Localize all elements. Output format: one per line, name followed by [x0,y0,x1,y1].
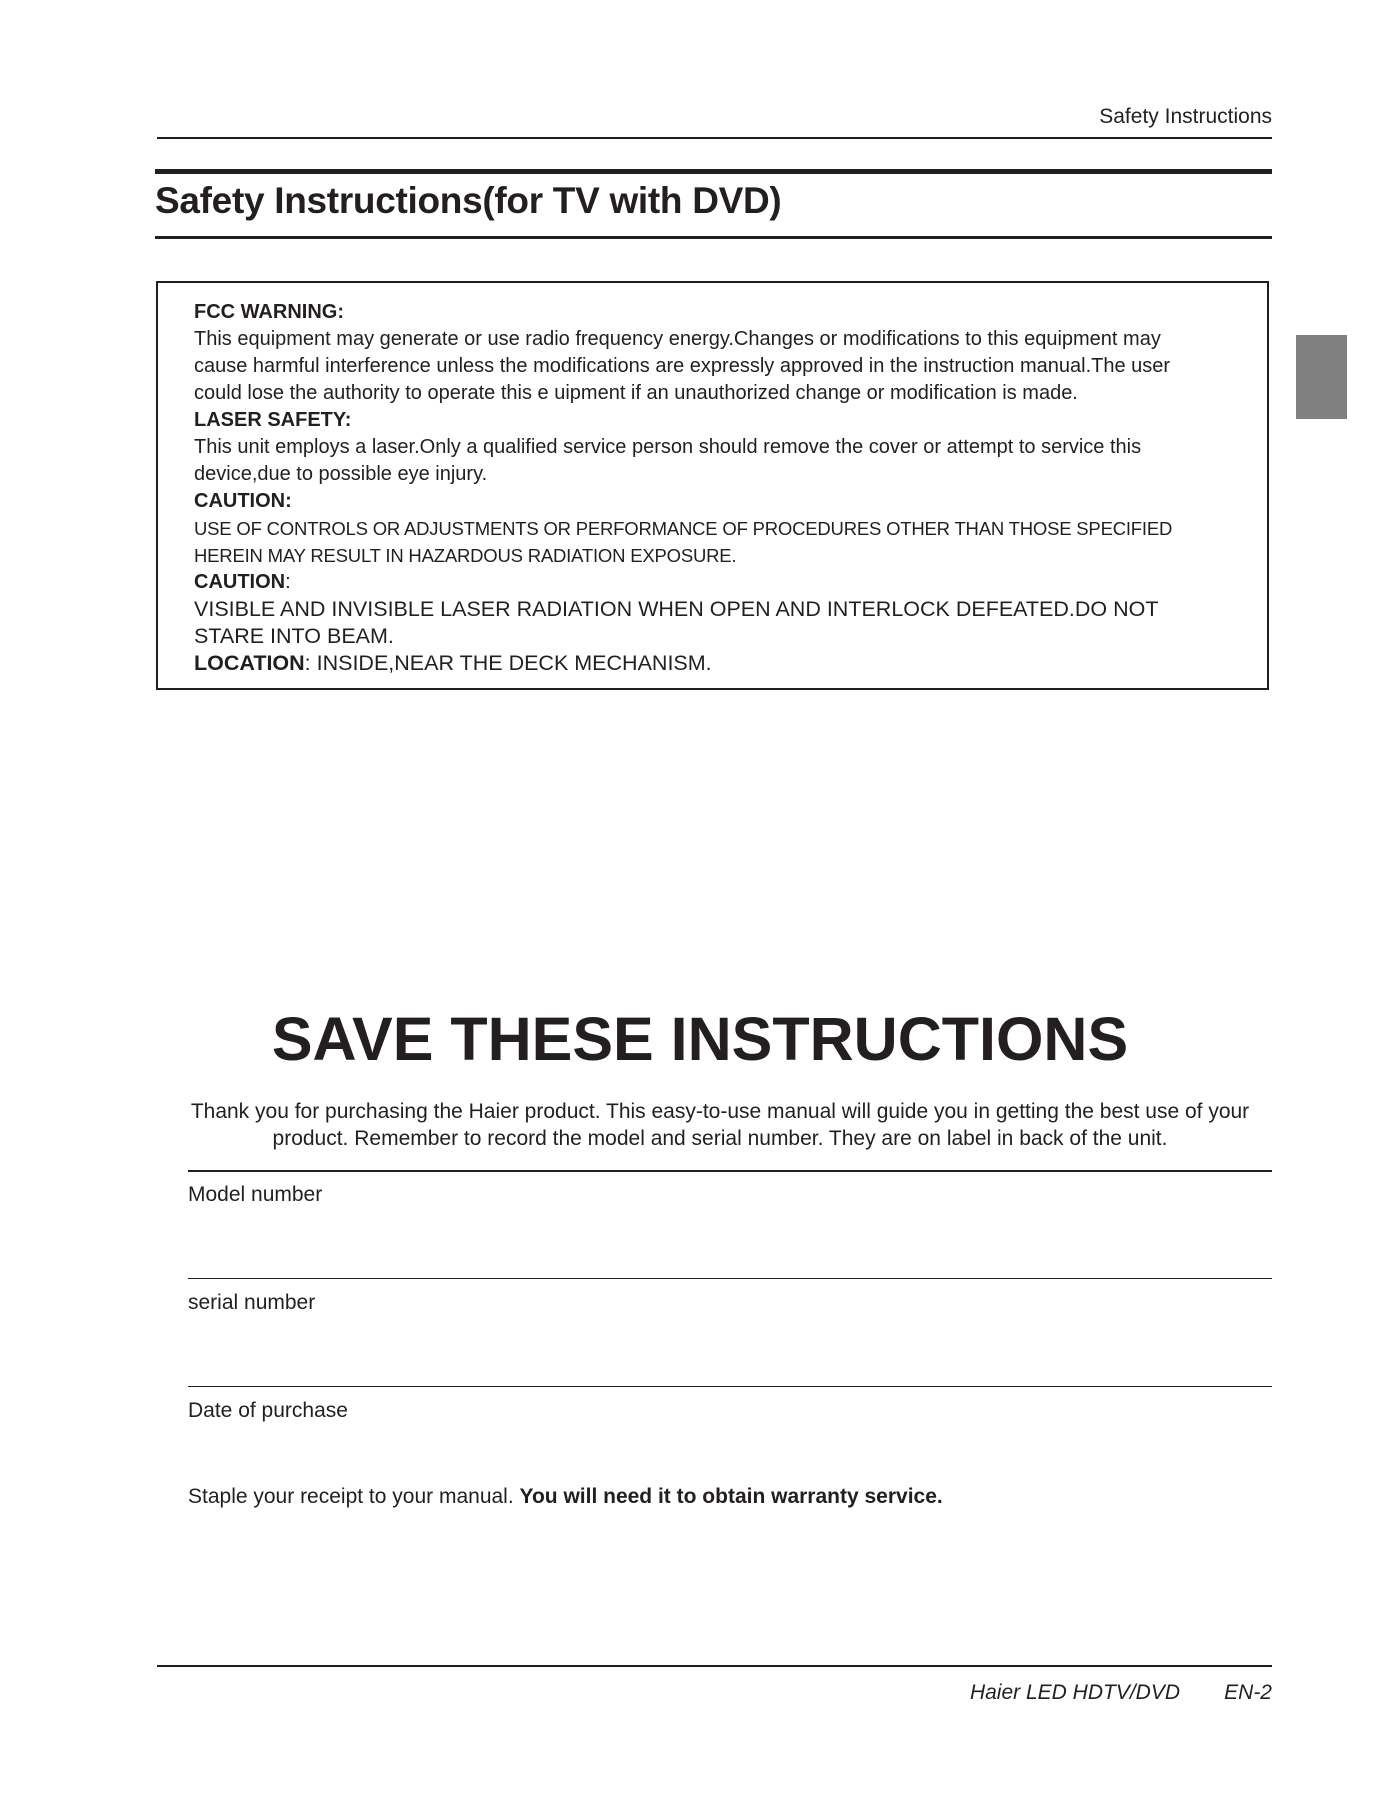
laser-safety-heading: LASER SAFETY: [194,409,352,431]
page-title: Safety Instructions(for TV with DVD) [155,180,782,221]
title-rule-bottom [155,236,1272,239]
thank-you-line: Thank you for purchasing the Haier product. This easy-to-use manual will guide you in getting the best use of your [190,1100,1250,1123]
save-instructions-heading: SAVE THESE INSTRUCTIONS [271,1005,1129,1073]
title-rule-top [155,169,1272,174]
model-number-rule [188,1170,1272,1172]
footer-product-name: Haier LED HDTV/DVD [969,1681,1180,1704]
laser-safety-line: This unit employs a laser.Only a qualified service person should remove the cover or attempt to service this [194,436,1142,458]
warning-box [156,281,1269,690]
header-rule [157,137,1272,139]
serial-number-rule [188,1278,1272,1279]
page-number: EN-2 [1224,1681,1272,1704]
location-row [194,650,1254,677]
fcc-warning-line: cause harmful interference unless the modifications are expressly approved in the instruction manual.The user [194,355,1171,377]
serial-number-label: serial number [188,1291,316,1314]
caution-line: USE OF CONTROLS OR ADJUSTMENTS OR PERFORMANCE OF PROCEDURES OTHER THAN THOSE SPECIFIED [194,518,1173,539]
caution-laser-heading-row [194,569,1254,596]
section-tab-marker [1296,335,1347,419]
thank-you-paragraph [150,1098,1290,1152]
caution-laser-colon: : [285,571,291,593]
date-of-purchase-rule [188,1386,1272,1387]
caution-laser-line: STARE INTO BEAM. [194,624,394,648]
warning-content [194,299,1254,677]
fcc-warning-line: could lose the authority to operate this e uipment if an unauthorized change or modification is made. [194,382,1078,404]
staple-receipt-note [188,1484,943,1510]
caution-line: HEREIN MAY RESULT IN HAZARDOUS RADIATION EXPOSURE. [194,545,737,566]
caution-laser-line: VISIBLE AND INVISIBLE LASER RADIATION WHEN OPEN AND INTERLOCK DEFEATED.DO NOT [194,597,1159,621]
warranty-note: You will need it to obtain warranty service. [519,1485,943,1508]
caution-laser-heading: CAUTION [194,571,286,593]
staple-text: Staple your receipt to your manual. [188,1485,520,1508]
caution-heading: CAUTION: [194,490,292,512]
fcc-warning-line: This equipment may generate or use radio frequency energy.Changes or modifications to this equipment may [194,328,1161,350]
running-head: Safety Instructions [1099,105,1272,128]
model-number-label: Model number [188,1183,323,1206]
footer-rule [157,1665,1272,1667]
laser-safety-line: device,due to possible eye injury. [194,463,488,485]
date-of-purchase-label: Date of purchase [188,1399,348,1422]
location-heading: LOCATION [194,651,305,675]
thank-you-line: product. Remember to record the model and serial number. They are on label in back of the unit. [272,1127,1168,1150]
fcc-warning-heading: FCC WARNING: [194,301,344,323]
location-text: : INSIDE,NEAR THE DECK MECHANISM. [304,651,712,675]
